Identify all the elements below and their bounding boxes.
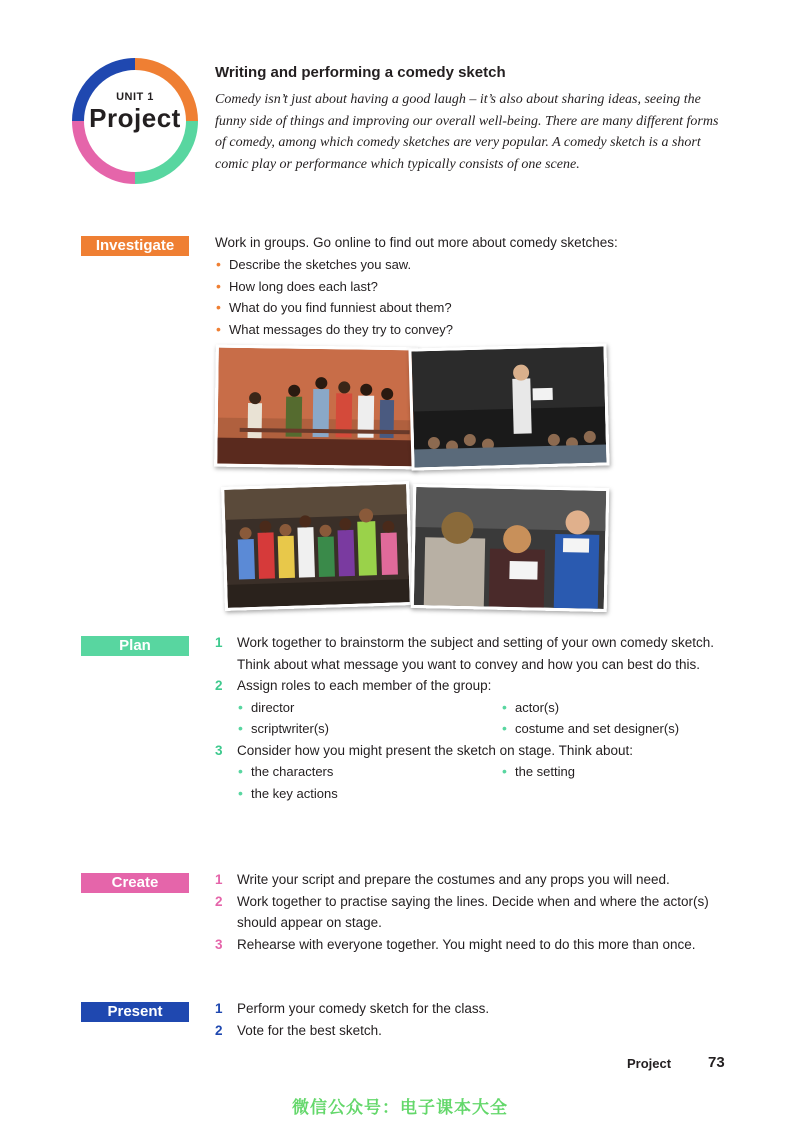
plan-step bbox=[215, 740, 735, 805]
page-number: 73 bbox=[708, 1054, 725, 1071]
list-item: • What messages do they try to convey? bbox=[215, 319, 453, 341]
list-item: • the characters bbox=[237, 761, 501, 783]
present-steps bbox=[215, 998, 735, 1041]
create-step bbox=[215, 891, 735, 934]
present-label: Present bbox=[81, 1002, 189, 1022]
list-item: • director bbox=[237, 697, 501, 719]
step-number: 1 bbox=[215, 1001, 223, 1016]
create-label: Create bbox=[81, 873, 189, 893]
footer-section-label: Project bbox=[627, 1056, 672, 1071]
step-number: 2 bbox=[215, 893, 223, 909]
list-item: • actor(s) bbox=[501, 697, 731, 719]
step-number: 2 bbox=[215, 678, 223, 693]
plan-step bbox=[215, 632, 735, 675]
investigate-list bbox=[215, 254, 453, 340]
badge-label: Project bbox=[89, 103, 181, 133]
create-step bbox=[215, 869, 735, 891]
photo-group-cast bbox=[221, 481, 413, 611]
list-item: • What do you find funniest about them? bbox=[215, 297, 453, 319]
plan-label: Plan bbox=[81, 636, 189, 656]
step-text: Perform your comedy sketch for the class. bbox=[237, 1001, 490, 1016]
list-item: • How long does each last? bbox=[215, 276, 453, 298]
photo-script-reading bbox=[411, 484, 610, 612]
list-item: • costume and set designer(s) bbox=[501, 718, 731, 740]
roles-list bbox=[237, 697, 735, 740]
step-number: 2 bbox=[215, 1022, 223, 1038]
page-title: Writing and performing a comedy sketch bbox=[215, 64, 506, 81]
plan-steps bbox=[215, 632, 735, 804]
step-number: 1 bbox=[215, 872, 223, 887]
present-step bbox=[215, 1020, 735, 1042]
step-number: 3 bbox=[215, 742, 223, 758]
badge-unit: UNIT 1 bbox=[116, 91, 154, 103]
unit-badge bbox=[70, 56, 200, 186]
list-item: • the setting bbox=[501, 761, 731, 783]
step-number: 1 bbox=[215, 635, 223, 650]
investigate-label: Investigate bbox=[81, 236, 189, 256]
list-item: • Describe the sketches you saw. bbox=[215, 254, 453, 276]
step-number: 3 bbox=[215, 936, 223, 952]
step-text: Assign roles to each member of the group: bbox=[237, 678, 492, 693]
step-text: Consider how you might present the sketch on stage. Think about: bbox=[237, 742, 633, 758]
list-item: • scriptwriter(s) bbox=[237, 718, 501, 740]
step-text: Vote for the best sketch. bbox=[237, 1022, 382, 1038]
photo-stage-rehearsal bbox=[214, 345, 418, 470]
presentation-list bbox=[237, 761, 735, 804]
investigate-heading: Work in groups. Go online to find out more about comedy sketches: bbox=[215, 235, 618, 250]
create-steps bbox=[215, 869, 735, 955]
list-item: • the key actions bbox=[237, 783, 501, 805]
plan-step bbox=[215, 675, 735, 740]
present-step bbox=[215, 998, 735, 1020]
create-step bbox=[215, 934, 735, 956]
step-text: Write your script and prepare the costumes and any props you will need. bbox=[237, 872, 670, 887]
intro-paragraph: Comedy isn’t just about having a good laugh – it’s also about sharing ideas, seeing the funny side of things and improving our overall well-being. There are many different forms of comedy, among which comedy sketches are very popular. A comedy sketch is a short comic play or performance which typically consists of one scene. bbox=[215, 92, 719, 172]
step-text: Work together to practise saying the lines. Decide when and where the actor(s) should appear on stage. bbox=[237, 893, 709, 930]
wechat-watermark: 微信公众号：电子课本大全 bbox=[292, 1098, 508, 1117]
step-text: Rehearse with everyone together. You might need to do this more than once. bbox=[237, 936, 696, 952]
photo-performer-audience bbox=[408, 343, 609, 470]
step-text: Work together to brainstorm the subject and setting of your own comedy sketch. Think about what message you want to convey and how you can best do this. bbox=[237, 635, 714, 672]
